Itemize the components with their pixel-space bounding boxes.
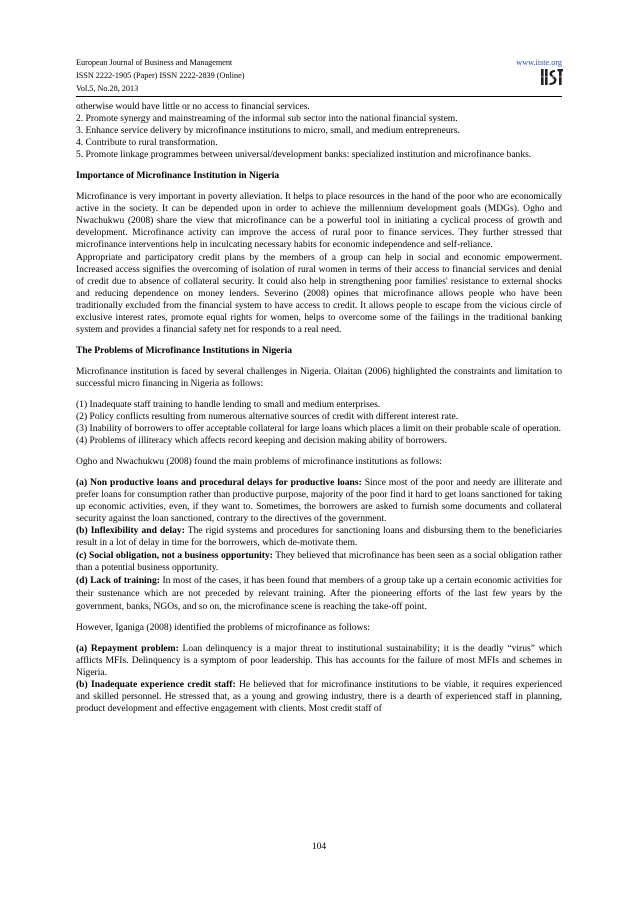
page-number: 104	[311, 842, 327, 852]
problem-item	[76, 550, 562, 574]
paragraph: Appropriate and participatory credit plans by the members of a group can help in social and economic empowerment. Increased access signifies the overcoming of isolation of rural women in terms of their access to financial services and denial of credit due to absence of collateral security. It could also help in strengthening poor families' resistance to external shocks and reducing dependence on money lenders. Severino (2008) opines that microfinance allows people who have been traditionally excluded from the financial system to have access to credit. It allows people to escape from the vicious circle of exclusive interest rates, promote equal rights for women, helps to overcome some of the failings in the traditional banking system and provides a financial safety net for responds to a real need.	[76, 251, 562, 335]
problem-text: Since most of the poor and needy are illiterate and prefer loans for consumption rather than productive purpose, majority of the poor find it hard to get loans sanctioned for taking up economic activities, even, if they want to. Sometimes, the borrowers are asked to furnish some documents and collateral security against the loan sanctioned, contrary to the directives of the government.	[76, 477, 562, 525]
problem-text: The rigid systems and procedures for sanctioning loans and disbursing them to the beneficiaries result in a lot of delay in time for the borrowers, which de-motivate them.	[76, 525, 563, 549]
list-item: 2. Promote synergy and mainstreaming of the informal sub sector into the national financial system.	[76, 113, 458, 125]
problem-item	[76, 477, 562, 525]
list-item: (3) Inability of borrowers to offer acceptable collateral for large loans which places a limit on their probable scale of operation.	[76, 423, 562, 435]
list-item: (2) Policy conflicts resulting from numerous alternative sources of credit with different interest rate.	[76, 411, 459, 423]
problem-text: They believed that microfinance has been seen as a social obligation rather than a potential business opportunity.	[76, 549, 562, 573]
article-body	[76, 101, 562, 715]
paragraph: However, Iganiga (2008) identified the problems of microfinance as follows:	[76, 621, 370, 633]
volume-line: Vol.5, No.28, 2013	[76, 84, 139, 93]
list-item: 3. Enhance service delivery by microfinance institutions to micro, small, and medium entrepreneurs.	[76, 125, 460, 137]
running-header	[76, 56, 562, 95]
problem-title: (a) Repayment problem:	[76, 642, 179, 654]
journal-name: European Journal of Business and Management	[76, 58, 233, 67]
problem-item	[76, 574, 562, 613]
paragraph: Microfinance is very important in poverty alleviation. It helps to place resources in the hand of the poor who are economically active in the society. It can be depended upon in order to achieve the millennium development goals (MDGs). Ogho and Nwachukwu (2008) share the view that microfinance can be a powerful tool in initiating a cyclical process of growth and development. Microfinance activity can improve the access of rural poor to finance services. They further stressed that microfinance interventions help in inculcating necessary habits for economic independence and self-reliance.	[76, 191, 562, 251]
problem-title: (d) Lack of training:	[76, 574, 160, 586]
paragraph: Ogho and Nwachukwu (2008) found the main problems of microfinance institutions as follows:	[76, 456, 442, 468]
list-item: (4) Problems of illiteracy which affects record keeping and decision making ability of borrowers.	[76, 435, 447, 447]
problem-title: (a) Non productive loans and procedural delays for productive loans:	[76, 477, 362, 489]
issn-line: ISSN 2222-1905 (Paper) ISSN 2222-2839 (Online)	[76, 71, 245, 80]
problem-title: (b) Inadequate experience credit staff:	[76, 678, 236, 690]
section-heading: Importance of Microfinance Institution in Nigeria	[76, 170, 280, 182]
problem-title: (c) Social obligation, not a business opportunity:	[76, 549, 273, 561]
list-line: otherwise would have little or no access to financial services.	[76, 101, 310, 112]
list-item: 4. Contribute to rural transformation.	[76, 137, 218, 149]
journal-url-link[interactable]: www.iiste.org	[516, 58, 562, 67]
paragraph: Microfinance institution is faced by several challenges in Nigeria. Olaitan (2006) highlighted the constraints and limitation to successful micro financing in Nigeria as follows:	[76, 365, 562, 389]
section-heading: The Problems of Microfinance Institutions in Nigeria	[76, 344, 293, 356]
problem-item	[76, 679, 562, 715]
iiste-logo	[541, 68, 563, 86]
problem-text: In most of the cases, it has been found that members of a group take up a certain economic activities for their sustenance which are not preceded by relevant training. After the pioneering efforts of the last few years by the government, banks, NGOs, and so on, the microfinance scene is reaching the take-off point.	[76, 574, 562, 612]
problem-text: He believed that for microfinance institutions to be viable, it requires experienced and skilled personnel. He stressed that, as a young and growing industry, there is a dearth of experienced staff in planning, product development and effective engagement with clients. Most credit staff of	[76, 678, 562, 714]
problem-text: Loan delinquency is a major threat to institutional sustainability; it is the deadly “virus” which afflicts MFIs. Delinquency is a symptom of poor leadership. This has accounts for the failure of most MFIs and schemes in Nigeria.	[76, 642, 563, 678]
header-rule	[76, 96, 562, 97]
problem-item	[76, 643, 562, 679]
problem-item	[76, 525, 562, 549]
list-item: (1) Inadequate staff training to handle lending to small and medium enterprises.	[76, 398, 381, 410]
problem-title: (b) Inflexibility and delay:	[76, 525, 185, 537]
list-item: 5. Promote linkage programmes between universal/development banks: specialized institution and microfinance banks.	[76, 149, 532, 161]
